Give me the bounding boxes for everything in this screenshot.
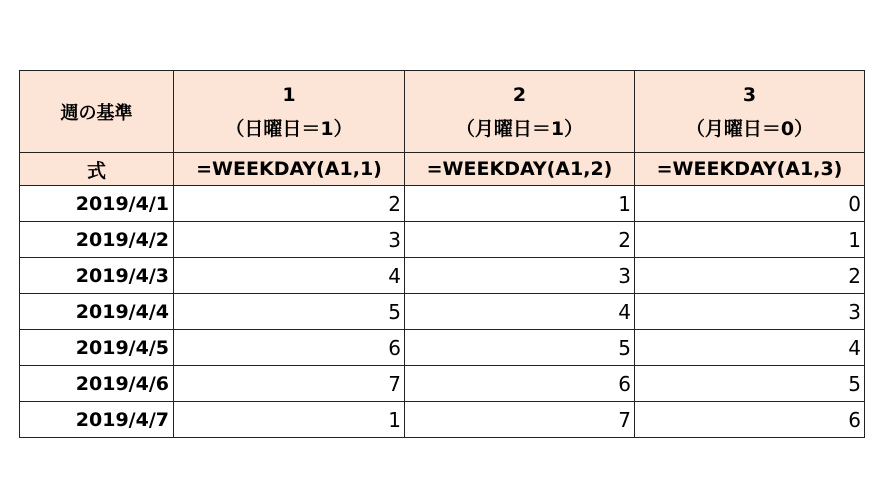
- header-cell-type-1[interactable]: [174, 71, 405, 153]
- value-cell[interactable]: 6: [405, 366, 635, 402]
- table-row: [20, 366, 865, 402]
- formula-cell[interactable]: =WEEKDAY(A1,2): [405, 153, 635, 186]
- formula-label-cell[interactable]: 式: [20, 153, 174, 186]
- header-row: [20, 71, 865, 153]
- date-cell[interactable]: 2019/4/5: [20, 330, 174, 366]
- formula-cell[interactable]: =WEEKDAY(A1,1): [174, 153, 405, 186]
- value-cell[interactable]: 5: [405, 330, 635, 366]
- formula-row: [20, 153, 865, 186]
- value-cell[interactable]: 4: [174, 258, 405, 294]
- date-cell[interactable]: 2019/4/3: [20, 258, 174, 294]
- value-cell[interactable]: 2: [405, 222, 635, 258]
- value-cell[interactable]: 1: [635, 222, 865, 258]
- value-cell[interactable]: 7: [174, 366, 405, 402]
- value-cell[interactable]: 1: [405, 186, 635, 222]
- table-row: [20, 294, 865, 330]
- value-cell[interactable]: 5: [635, 366, 865, 402]
- value-cell[interactable]: 5: [174, 294, 405, 330]
- value-cell[interactable]: 1: [174, 402, 405, 438]
- header-cell-type-3[interactable]: [635, 71, 865, 153]
- value-cell[interactable]: 7: [405, 402, 635, 438]
- value-cell[interactable]: 6: [635, 402, 865, 438]
- header-note: （月曜日＝0）: [685, 118, 814, 140]
- date-cell[interactable]: 2019/4/7: [20, 402, 174, 438]
- header-number: 2: [512, 84, 527, 106]
- date-cell[interactable]: 2019/4/4: [20, 294, 174, 330]
- table-row: [20, 258, 865, 294]
- weekday-table: [19, 70, 865, 438]
- value-cell[interactable]: 3: [174, 222, 405, 258]
- date-cell[interactable]: 2019/4/1: [20, 186, 174, 222]
- date-cell[interactable]: 2019/4/6: [20, 366, 174, 402]
- value-cell[interactable]: 6: [174, 330, 405, 366]
- weekday-table-container: [19, 70, 865, 438]
- table-row: [20, 330, 865, 366]
- table-row: [20, 402, 865, 438]
- header-number: 3: [742, 84, 757, 106]
- value-cell[interactable]: 2: [635, 258, 865, 294]
- header-note: （日曜日＝1）: [225, 118, 353, 140]
- value-cell[interactable]: 3: [405, 258, 635, 294]
- table-row: [20, 222, 865, 258]
- formula-cell[interactable]: =WEEKDAY(A1,3): [635, 153, 865, 186]
- value-cell[interactable]: 3: [635, 294, 865, 330]
- week-basis-label-cell[interactable]: 週の基準: [20, 71, 174, 153]
- table-row: [20, 186, 865, 222]
- header-cell-type-2[interactable]: [405, 71, 635, 153]
- date-cell[interactable]: 2019/4/2: [20, 222, 174, 258]
- header-number: 1: [282, 84, 296, 106]
- value-cell[interactable]: 0: [635, 186, 865, 222]
- value-cell[interactable]: 4: [405, 294, 635, 330]
- value-cell[interactable]: 2: [174, 186, 405, 222]
- value-cell[interactable]: 4: [635, 330, 865, 366]
- header-note: （月曜日＝1）: [455, 118, 584, 140]
